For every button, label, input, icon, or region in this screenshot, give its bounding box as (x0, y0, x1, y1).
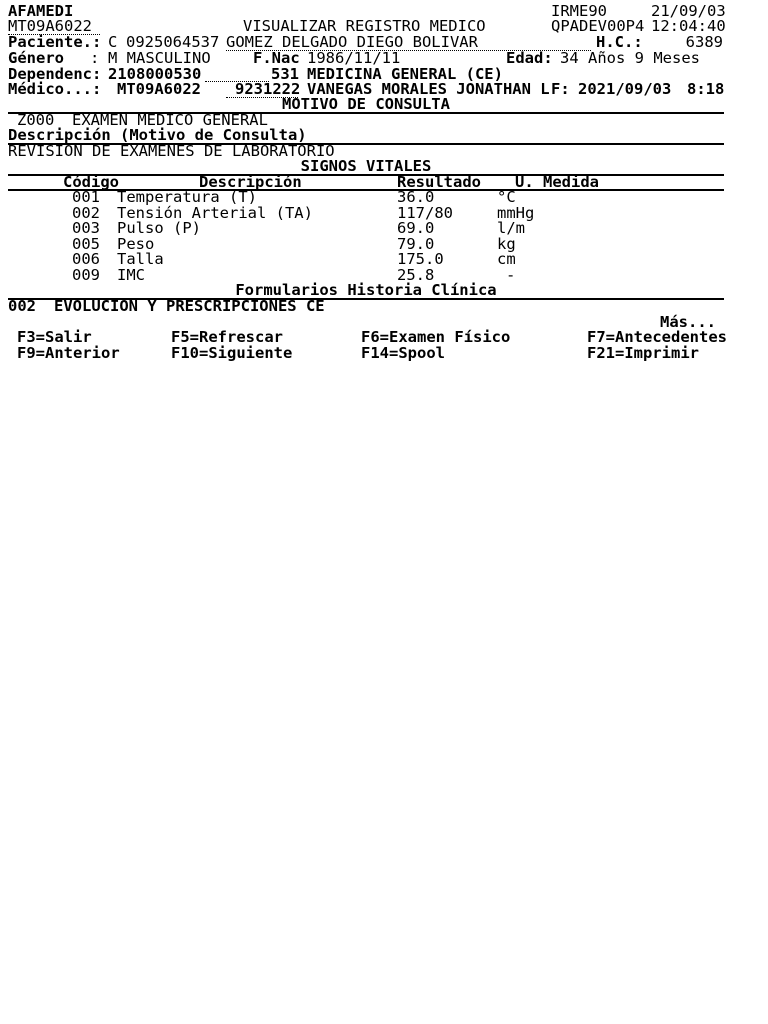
motivo-desc-label: Descripción (Motivo de Consulta) (8, 126, 307, 144)
app-name: AFAMEDI (8, 2, 74, 20)
row-desc: IMC (117, 266, 145, 284)
hc-label: H.C.: (596, 33, 643, 51)
dependency-label: Dependenc: (8, 65, 102, 83)
user-id-field[interactable]: MT09A6022 (8, 18, 100, 35)
doctor-label: Médico...: (8, 80, 102, 98)
patient-label: Paciente.: (8, 33, 102, 51)
gender-sep: : (90, 49, 100, 67)
f7-history-key[interactable]: F7=Antecedentes (587, 328, 727, 346)
doctor-name: VANEGAS MORALES JONATHAN L (307, 80, 550, 98)
job-id: QPADEV00P4 (551, 17, 645, 35)
row-unit: cm (497, 250, 516, 268)
row-unit: mmHg (497, 204, 535, 222)
f3-exit-key[interactable]: F3=Salir (17, 328, 92, 346)
doctor-time: 8:18 (687, 80, 725, 98)
row-code: 005 (72, 235, 100, 253)
more-indicator: Más... (660, 313, 716, 331)
dob-value: 1986/11/11 (307, 49, 401, 67)
row-desc: Peso (117, 235, 155, 253)
f14-spool-key[interactable]: F14=Spool (361, 344, 445, 362)
doctor-user: MT09A6022 (117, 80, 201, 98)
gender-value: M MASCULINO (108, 49, 211, 67)
f6-physical-exam-key[interactable]: F6=Examen Físico (361, 328, 511, 346)
row-code: 002 (72, 204, 100, 222)
motivo-desc-text: REVISION DE EXAMENES DE LABORATORIO (8, 142, 335, 160)
vitals-col-description: Descripción (199, 173, 302, 191)
patient-name-field[interactable]: GOMEZ DELGADO DIEGO BOLIVAR (226, 34, 591, 51)
row-result: 79.0 (397, 235, 435, 253)
vitals-col-code: Código (63, 173, 119, 191)
doctor-code: 9231222 (235, 80, 301, 98)
form-item-label[interactable]: EVOLUCION Y PRESCRIPCIONES CE (54, 297, 325, 315)
motivo-section-title: MOTIVO DE CONSULTA (282, 95, 450, 113)
vitals-col-result: Resultado (397, 173, 481, 191)
row-unit: °C (497, 188, 516, 206)
motivo-code: Z000 (17, 111, 55, 129)
table-header-divider (8, 189, 724, 191)
doctor-date: 2021/09/03 (578, 80, 672, 98)
row-result: 36.0 (397, 188, 435, 206)
row-code: 001 (72, 188, 100, 206)
row-code: 009 (72, 266, 100, 284)
hc-number: 6389 (685, 33, 723, 51)
row-result: 117/80 (397, 204, 453, 222)
patient-doc-number: 0925064537 (126, 33, 220, 51)
dependency-code: 2108000530 (108, 65, 202, 83)
dob-label: F.Nac (253, 49, 300, 67)
age-value: 34 Años 9 Meses (560, 49, 700, 67)
unit-name: MEDICINA GENERAL (CE) (307, 65, 503, 83)
patient-doc-type: C (108, 33, 118, 51)
row-desc: Pulso (P) (117, 219, 201, 237)
f10-next-key[interactable]: F10=Siguiente (171, 344, 293, 362)
row-unit: - (506, 266, 516, 284)
gender-label: Género (8, 49, 64, 67)
row-desc: Tensión Arterial (TA) (117, 204, 313, 222)
vitals-section-title: SIGNOS VITALES (300, 157, 432, 175)
row-unit: kg (497, 235, 516, 253)
system-date: 21/09/03 (651, 2, 726, 20)
row-result: 25.8 (397, 266, 435, 284)
doctor-date-label: F: (551, 80, 570, 98)
row-result: 175.0 (397, 250, 444, 268)
program-id: IRME90 (551, 2, 607, 20)
screen-title: VISUALIZAR REGISTRO MEDICO (243, 17, 486, 35)
age-label: Edad: (506, 49, 553, 67)
form-item-code[interactable]: 002 (8, 297, 36, 315)
f9-previous-key[interactable]: F9=Anterior (17, 344, 120, 362)
motivo-description: EXAMEN MEDICO GENERAL (72, 111, 268, 129)
row-unit: l/m (497, 219, 525, 237)
f21-print-key[interactable]: F21=Imprimir (587, 344, 699, 362)
forms-section-title: Formularios Historia Clínica (235, 281, 497, 299)
vitals-col-unit: U. Medida (515, 173, 599, 191)
row-code: 003 (72, 219, 100, 237)
row-desc: Talla (117, 250, 164, 268)
row-code: 006 (72, 250, 100, 268)
row-desc: Temperatura (T) (117, 188, 257, 206)
f5-refresh-key[interactable]: F5=Refrescar (171, 328, 283, 346)
unit-code: 531 (271, 65, 299, 83)
system-time: 12:04:40 (651, 17, 726, 35)
row-result: 69.0 (397, 219, 435, 237)
